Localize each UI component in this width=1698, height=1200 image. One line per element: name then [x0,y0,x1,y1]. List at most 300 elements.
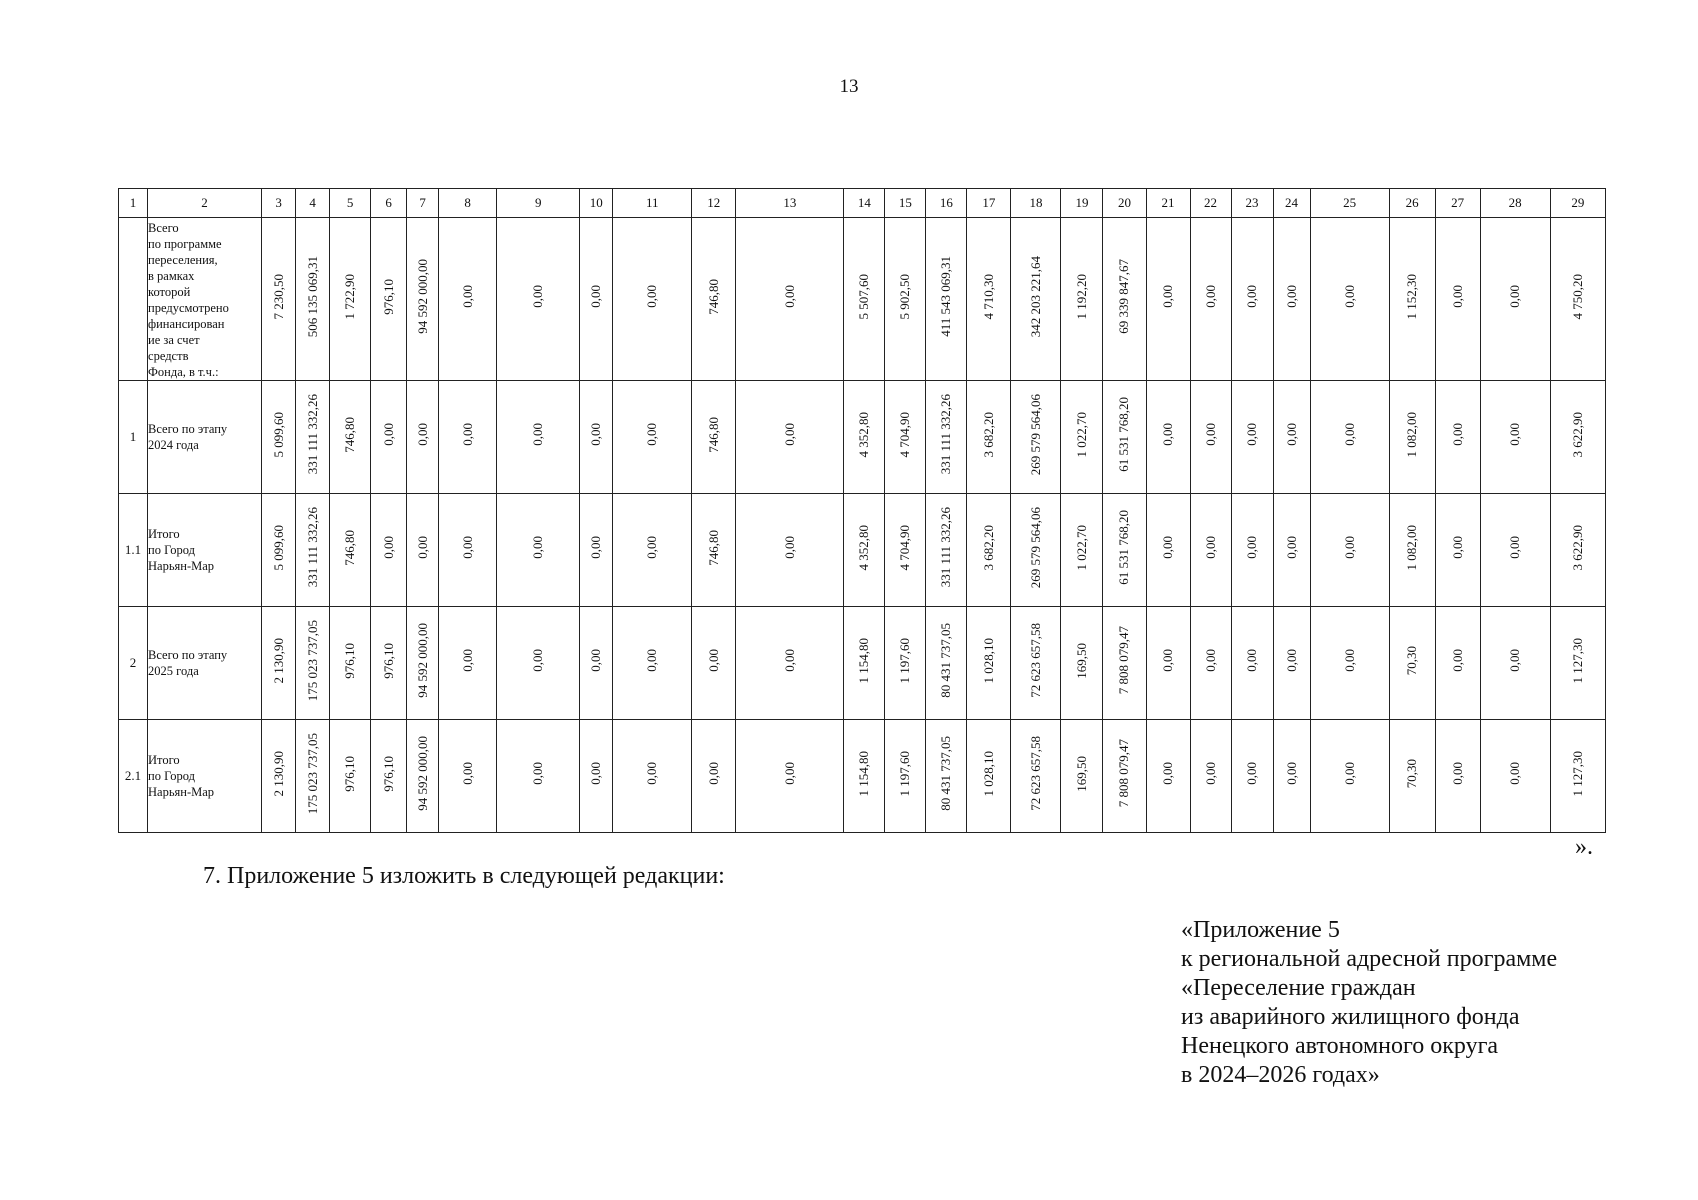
column-number: 23 [1231,189,1273,218]
table-cell [296,381,330,494]
row-label-line: 2025 года [148,664,199,678]
table-cell [1550,607,1605,720]
table-cell [736,218,844,381]
table-cell [580,494,613,607]
table-cell [1310,381,1389,494]
table-cell [1190,381,1231,494]
table-cell [1273,607,1310,720]
table-cell [736,607,844,720]
table-cell [407,494,439,607]
table-cell [1061,218,1103,381]
column-number: 5 [330,189,371,218]
table-cell [1389,607,1435,720]
cell-value: 0,00 [1449,423,1465,446]
table-cell [692,381,736,494]
table-cell [330,720,371,833]
table-cell [580,607,613,720]
table-cell [330,607,371,720]
cell-value: 0,00 [414,536,430,559]
cell-value: 1 154,80 [856,637,872,684]
cell-value: 0,00 [1283,285,1299,308]
cell-value: 0,00 [644,536,660,559]
cell-value: 0,00 [1202,423,1218,446]
table-cell [844,494,885,607]
cell-value: 1 152,30 [1404,273,1420,320]
table-cell [580,218,613,381]
cell-value: 0,00 [1244,536,1260,559]
table-cell [262,607,296,720]
table-cell [371,607,407,720]
cell-value: 976,10 [380,278,396,315]
row-label [148,607,262,720]
table-cell [1435,494,1480,607]
cell-value: 0,00 [459,762,475,785]
cell-value: 7 230,50 [270,273,286,320]
cell-value: 0,00 [530,649,546,672]
cell-value: 1 197,60 [897,750,913,797]
table-cell [497,218,580,381]
table-cell [1231,720,1273,833]
page-number: 13 [839,76,859,97]
cell-value: 0,00 [705,649,721,672]
cell-value: 0,00 [1341,536,1357,559]
cell-value: 0,00 [1507,285,1523,308]
table-cell [1550,720,1605,833]
table-row [119,607,1606,720]
cell-value: 0,00 [644,285,660,308]
row-label-line: Фонда, в т.ч.: [148,365,219,379]
table-cell [1061,494,1103,607]
appendix-line: «Переселение граждан [1181,975,1416,1001]
cell-value: 94 592 000,00 [414,736,430,811]
table-cell [613,607,692,720]
row-label [148,381,262,494]
cell-value: 4 704,90 [897,524,913,571]
cell-value: 342 203 221,64 [1027,255,1043,338]
cell-value: 0,00 [644,649,660,672]
table-cell [371,218,407,381]
table-cell [1103,381,1146,494]
cell-value: 331 111 332,26 [304,507,320,588]
table-cell [692,720,736,833]
cell-value: 4 704,90 [897,411,913,458]
table-cell [885,494,926,607]
cell-value: 0,00 [1202,649,1218,672]
cell-value: 175 023 737,05 [304,732,320,815]
cell-value: 0,00 [781,423,797,446]
cell-value: 1 082,00 [1404,524,1420,571]
table-cell [1480,218,1550,381]
cell-value: 70,30 [1404,758,1420,789]
cell-value: 5 099,60 [270,411,286,458]
row-label-line: ие за счет [148,333,200,347]
table-cell [1435,381,1480,494]
cell-value: 0,00 [1507,536,1523,559]
row-index [119,218,148,381]
table-cell [580,381,613,494]
cell-value: 0,00 [1244,762,1260,785]
cell-value: 976,10 [380,755,396,792]
table-cell [371,494,407,607]
table-cell [262,494,296,607]
table-cell [262,381,296,494]
table-cell [1190,218,1231,381]
column-number: 8 [439,189,497,218]
table-cell [1231,607,1273,720]
table-cell [926,381,967,494]
table-cell [330,494,371,607]
cell-value: 0,00 [1449,649,1465,672]
table-cell [1435,720,1480,833]
table-cell [736,494,844,607]
cell-value: 70,30 [1404,645,1420,676]
table-cell [1389,218,1435,381]
cell-value: 746,80 [705,278,721,315]
table-cell [497,720,580,833]
cell-value: 72 623 657,58 [1027,736,1043,811]
cell-value: 3 682,20 [980,524,996,571]
table-cell [967,494,1011,607]
column-number: 26 [1389,189,1435,218]
appendix-line: к региональной адресной программе [1181,946,1558,972]
table-cell [1103,720,1146,833]
table-cell [1550,381,1605,494]
table-cell [330,381,371,494]
row-index: 1.1 [119,494,148,607]
table-cell [1231,218,1273,381]
cell-value: 0,00 [1449,536,1465,559]
table-cell [439,607,497,720]
cell-value: 0,00 [1202,536,1218,559]
appendix-line: в 2024–2026 годах» [1181,1062,1380,1088]
row-label-line: по Город [148,769,195,783]
cell-value: 0,00 [530,285,546,308]
cell-value: 0,00 [705,762,721,785]
cell-value: 80 431 737,05 [938,623,954,698]
cell-value: 0,00 [380,423,396,446]
cell-value: 61 531 768,20 [1116,510,1132,585]
row-index: 1 [119,381,148,494]
cell-value: 3 622,90 [1569,524,1585,571]
column-number: 20 [1103,189,1146,218]
cell-value: 0,00 [1341,649,1357,672]
table-cell [967,381,1011,494]
cell-value: 0,00 [1283,649,1299,672]
table-cell [1146,218,1190,381]
table-cell [967,218,1011,381]
table-cell [1231,494,1273,607]
table-cell [580,720,613,833]
cell-value: 1 028,10 [980,750,996,797]
column-number: 16 [926,189,967,218]
table-cell [296,720,330,833]
table-cell [844,381,885,494]
cell-value: 0,00 [1160,762,1175,785]
table-cell [1389,494,1435,607]
row-label-line: Итого [148,753,180,767]
cell-value: 0,00 [1244,649,1260,672]
appendix-line: из аварийного жилищного фонда [1181,1004,1520,1030]
cell-value: 94 592 000,00 [414,259,430,334]
table-cell [692,607,736,720]
column-number: 3 [262,189,296,218]
table-cell [296,218,330,381]
table-cell [1435,607,1480,720]
table-cell [926,494,967,607]
table-cell [1011,607,1061,720]
column-number: 11 [613,189,692,218]
table-cell [1190,494,1231,607]
row-label-line: Итого [148,527,180,541]
table-cell [296,607,330,720]
cell-value: 976,10 [342,642,358,679]
cell-value: 0,00 [781,285,797,308]
row-label-line: по Город [148,543,195,557]
column-number: 24 [1273,189,1310,218]
cell-value: 0,00 [1160,285,1175,308]
table-cell [1011,494,1061,607]
table-cell [497,494,580,607]
cell-value: 1 082,00 [1404,411,1420,458]
cell-value: 80 431 737,05 [938,736,954,811]
row-label-line: которой [148,285,191,299]
cell-value: 0,00 [459,423,475,446]
table-cell [371,720,407,833]
cell-value: 0,00 [530,536,546,559]
table-cell [1146,720,1190,833]
table-cell [736,720,844,833]
cell-value: 7 808 079,47 [1116,626,1132,695]
cell-value: 0,00 [588,536,604,559]
table-cell [1550,218,1605,381]
table-cell [439,720,497,833]
column-number: 14 [844,189,885,218]
table-row [119,494,1606,607]
table-cell [407,607,439,720]
table-cell [439,218,497,381]
cell-value: 746,80 [705,416,721,453]
table-cell [885,381,926,494]
column-number: 7 [407,189,439,218]
cell-value: 0,00 [1341,285,1357,308]
cell-value: 0,00 [1244,423,1260,446]
table-cell [1146,381,1190,494]
table-cell [1190,607,1231,720]
column-number: 13 [736,189,844,218]
table-cell [1103,494,1146,607]
column-number: 10 [580,189,613,218]
cell-value: 0,00 [1160,649,1175,672]
column-number: 17 [967,189,1011,218]
table-cell [296,494,330,607]
cell-value: 1 028,10 [980,637,996,684]
table-cell [439,381,497,494]
cell-value: 0,00 [781,649,797,672]
cell-value: 0,00 [588,649,604,672]
cell-value: 0,00 [1341,762,1357,785]
table-cell [692,218,736,381]
cell-value: 4 352,80 [856,411,872,458]
cell-value: 5 507,60 [856,273,872,320]
cell-value: 746,80 [342,416,358,453]
table-cell [407,381,439,494]
cell-value: 0,00 [459,536,475,559]
column-number: 15 [885,189,926,218]
table-row [119,218,1606,381]
cell-value: 1 197,60 [897,637,913,684]
table-cell [885,607,926,720]
cell-value: 0,00 [1507,649,1523,672]
cell-value: 331 111 332,26 [938,507,954,588]
cell-value: 746,80 [705,529,721,566]
column-number: 29 [1550,189,1605,218]
cell-value: 7 808 079,47 [1116,739,1132,808]
cell-value: 5 099,60 [270,524,286,571]
table-row [119,381,1606,494]
cell-value: 0,00 [1283,762,1299,785]
row-label-line: Нарьян-Мар [148,559,215,573]
table-cell [497,381,580,494]
cell-value: 3 682,20 [980,411,996,458]
table-cell [967,720,1011,833]
column-number: 18 [1011,189,1061,218]
cell-value: 169,50 [1073,755,1089,792]
table-cell [1011,381,1061,494]
cell-value: 0,00 [1449,285,1465,308]
table-cell [1273,381,1310,494]
column-number: 2 [148,189,262,218]
cell-value: 0,00 [414,423,430,446]
table-cell [1310,494,1389,607]
table-cell [1231,381,1273,494]
cell-value: 94 592 000,00 [414,623,430,698]
row-label [148,218,262,381]
table-cell [407,720,439,833]
cell-value: 269 579 564,06 [1027,393,1043,476]
table-cell [330,218,371,381]
table-cell [1480,607,1550,720]
cell-value: 0,00 [1202,285,1218,308]
table-cell [613,218,692,381]
column-number: 4 [296,189,330,218]
table-cell [1480,494,1550,607]
cell-value: 61 531 768,20 [1116,397,1132,472]
table-cell [497,607,580,720]
table-cell [1273,218,1310,381]
cell-value: 976,10 [380,642,396,679]
row-label-line: Всего [148,221,179,235]
column-number: 1 [119,189,148,218]
row-label-line: предусмотрено [148,301,229,315]
table-cell [926,218,967,381]
table-cell [1273,494,1310,607]
cell-value: 0,00 [781,762,797,785]
cell-value: 2 130,90 [270,750,286,797]
cell-value: 0,00 [380,536,396,559]
row-index: 2 [119,607,148,720]
column-number: 9 [497,189,580,218]
cell-value: 0,00 [644,762,660,785]
row-label [148,720,262,833]
cell-value: 0,00 [1341,423,1357,446]
table-cell [1310,218,1389,381]
resettlement-table [118,188,1606,833]
table-cell [262,720,296,833]
table-cell [692,494,736,607]
table-cell [1480,720,1550,833]
table-cell [885,218,926,381]
table-cell [967,607,1011,720]
cell-value: 4 352,80 [856,524,872,571]
cell-value: 0,00 [530,762,546,785]
cell-value: 0,00 [588,423,604,446]
cell-value: 69 339 847,67 [1116,259,1132,334]
row-index: 2.1 [119,720,148,833]
table-cell [1061,720,1103,833]
cell-value: 0,00 [459,285,475,308]
row-label-line: переселения, [148,253,218,267]
cell-value: 3 622,90 [1569,411,1585,458]
cell-value: 976,10 [342,755,358,792]
table-cell [407,218,439,381]
cell-value: 1 022,70 [1073,411,1089,458]
table-cell [1480,381,1550,494]
column-number: 25 [1310,189,1389,218]
row-label-line: финансирован [148,317,225,331]
table-cell [926,607,967,720]
cell-value: 175 023 737,05 [304,619,320,702]
row-label-line: по программе [148,237,222,251]
cell-value: 0,00 [1283,423,1299,446]
cell-value: 0,00 [1244,285,1260,308]
cell-value: 0,00 [1449,762,1465,785]
table-cell [371,381,407,494]
appendix-line: Ненецкого автономного округа [1181,1033,1499,1059]
column-number: 6 [371,189,407,218]
cell-value: 0,00 [459,649,475,672]
column-number: 12 [692,189,736,218]
table-cell [1011,218,1061,381]
table-cell [613,494,692,607]
table-cell [1146,494,1190,607]
table-cell [844,218,885,381]
table-cell [1061,607,1103,720]
cell-value: 0,00 [1507,762,1523,785]
column-number: 28 [1480,189,1550,218]
table-cell [1103,607,1146,720]
cell-value: 0,00 [530,423,546,446]
cell-value: 0,00 [1202,762,1218,785]
table-cell [844,607,885,720]
table-cell [1190,720,1231,833]
table-cell [1011,720,1061,833]
cell-value: 1 127,30 [1569,750,1585,797]
cell-value: 169,50 [1073,642,1089,679]
cell-value: 506 135 069,31 [304,255,320,338]
table-cell [736,381,844,494]
cell-value: 0,00 [588,285,604,308]
cell-value: 331 111 332,26 [304,394,320,475]
column-number: 19 [1061,189,1103,218]
cell-value: 1 022,70 [1073,524,1089,571]
row-label-line: Всего по этапу [148,422,228,436]
table-cell [926,720,967,833]
closing-quote: ». [1575,834,1593,860]
table-cell [1061,381,1103,494]
appendix-heading [1181,916,1557,1090]
cell-value: 1 127,30 [1569,637,1585,684]
table-cell [844,720,885,833]
